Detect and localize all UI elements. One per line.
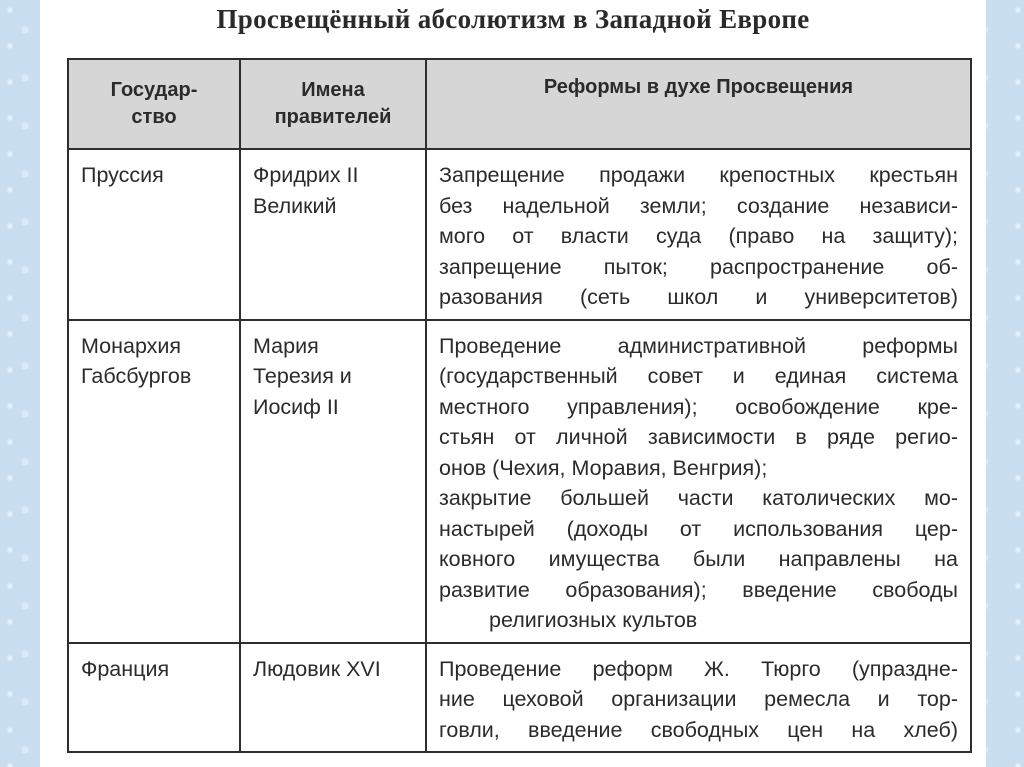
header-reforms: Реформы в духе Просвещения xyxy=(426,59,971,149)
ruler-cell: Мария Терезия и Иосиф II xyxy=(240,320,426,643)
ruler-cell: Людовик XVI xyxy=(240,643,426,753)
page-title: Просвещённый абсолютизм в Западной Европе xyxy=(216,4,810,34)
header-rulers: Имена правителей xyxy=(240,59,426,149)
reforms-cell: Запрещение продажи крепостных крестьян без надельной земли; создание независи- мого от власти суда (право на защиту); запрещение пыток; распространение об- разования (сеть школ и университетов) xyxy=(426,149,971,320)
table-row xyxy=(68,149,971,320)
document-page xyxy=(40,0,986,767)
ruler-cell: Фридрих II Великий xyxy=(240,149,426,320)
table-row xyxy=(68,320,971,643)
reforms-cell: Проведение административной реформы (государственный совет и единая система местного управления); освобождение кре- стьян от личной зависимости в ряде регио- онов (Чехия, Моравия, Венгрия); закрытие большей части католических мо- настырей (доходы от использования цер- ковного имущества были направлены на развитие образования); введение свободы религиозных культов xyxy=(426,320,971,643)
header-state: Государ- ство xyxy=(68,59,240,149)
state-cell: Франция xyxy=(68,643,240,753)
table-row xyxy=(68,643,971,753)
state-cell: Пруссия xyxy=(68,149,240,320)
reforms-table xyxy=(67,58,972,753)
state-cell: Монархия Габсбургов xyxy=(68,320,240,643)
reforms-cell: Проведение реформ Ж. Тюрго (упраздне- ние цеховой организации ремесла и тор- говли, введение свободных цен на хлеб) xyxy=(426,643,971,753)
table-header-row xyxy=(68,59,971,149)
